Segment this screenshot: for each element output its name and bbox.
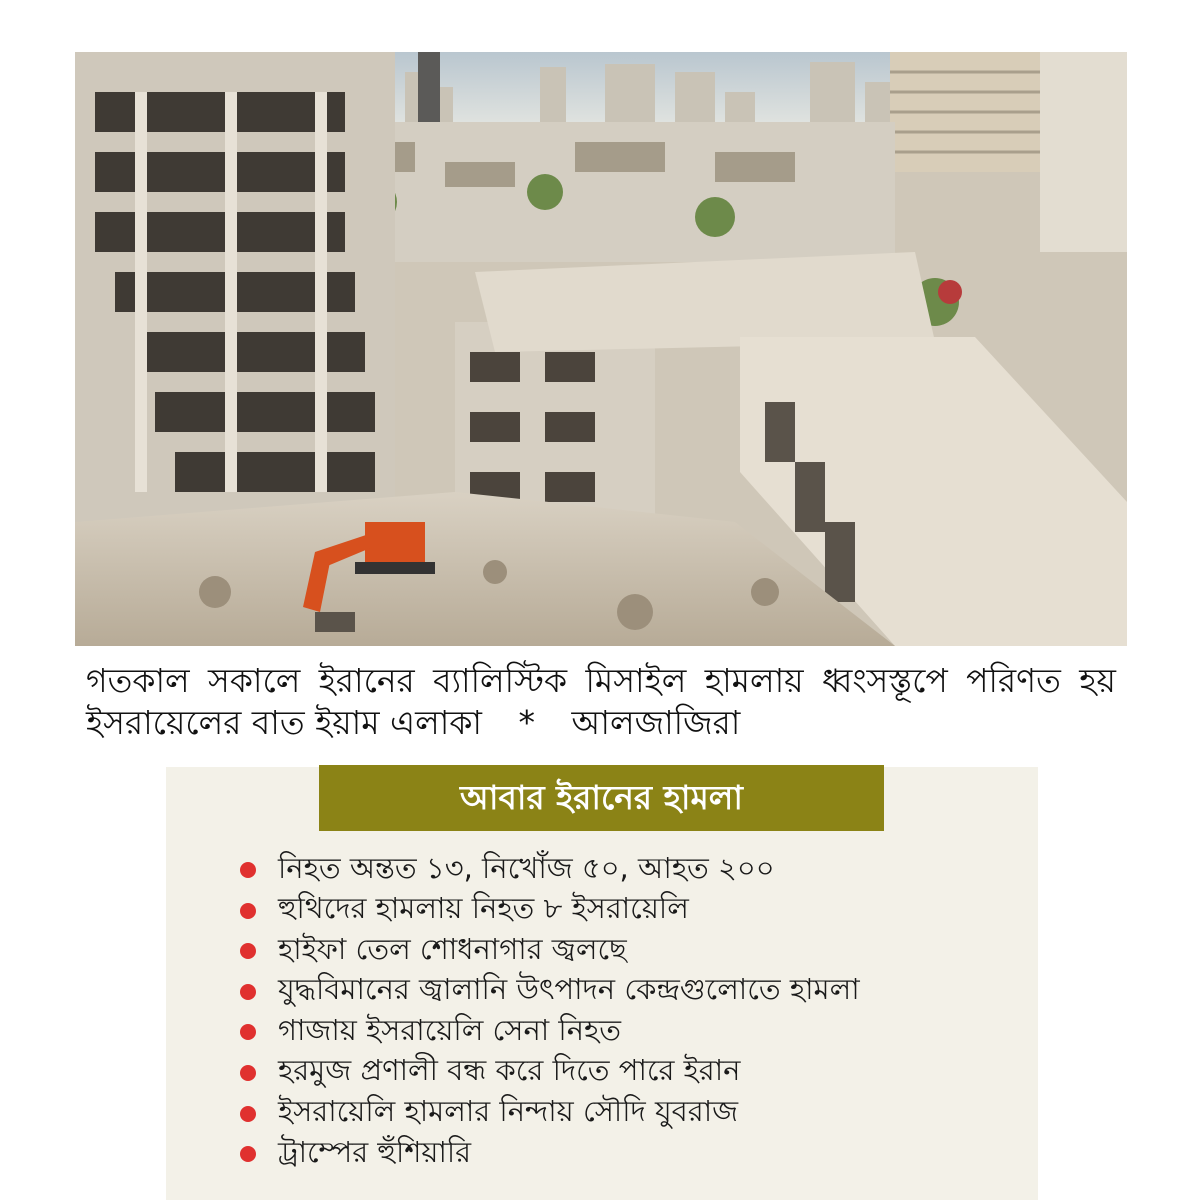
info-box-title: আবার ইরানের হামলা: [319, 765, 884, 831]
list-item: [240, 1053, 1020, 1093]
list-item-text: হুথিদের হামলায় নিহত ৮ ইসরায়েলি: [278, 891, 689, 926]
news-photo: [75, 52, 1127, 646]
list-item-text: হরমুজ প্রণালী বন্ধ করে দিতে পারে ইরান: [278, 1053, 741, 1088]
list-item: [240, 850, 1020, 890]
list-item-text: হাইফা তেল শোধনাগার জ্বলছে: [278, 931, 627, 966]
list-item: [240, 1094, 1020, 1134]
list-item: [240, 1134, 1020, 1174]
list-item-text: নিহত অন্তত ১৩, নিখোঁজ ৫০, আহত ২০০: [278, 850, 775, 885]
bullet-dot-icon: [240, 1024, 256, 1040]
list-item: [240, 972, 1020, 1012]
caption-credit: আলজাজিরা: [571, 703, 741, 742]
bullet-list: [240, 850, 1020, 1175]
bullet-dot-icon: [240, 1065, 256, 1081]
bullet-dot-icon: [240, 862, 256, 878]
bullet-dot-icon: [240, 943, 256, 959]
list-item-text: ইসরায়েলি হামলার নিন্দায় সৌদি যুবরাজ: [278, 1094, 739, 1129]
list-item-text: যুদ্ধবিমানের জ্বালানি উৎপাদন কেন্দ্রগুলোতে হামলা: [278, 972, 860, 1007]
list-item: [240, 891, 1020, 931]
photo-caption: [86, 660, 1116, 744]
caption-separator: *: [518, 703, 535, 742]
list-item: [240, 931, 1020, 971]
bullet-dot-icon: [240, 984, 256, 1000]
list-item: [240, 1012, 1020, 1052]
list-item-text: ট্রাম্পের হুঁশিয়ারি: [278, 1134, 472, 1169]
list-item-text: গাজায় ইসরায়েলি সেনা নিহত: [278, 1012, 621, 1047]
bullet-dot-icon: [240, 903, 256, 919]
bullet-dot-icon: [240, 1146, 256, 1162]
bullet-dot-icon: [240, 1106, 256, 1122]
caption-text: গতকাল সকালে ইরানের ব্যালিস্টিক মিসাইল হামলায় ধ্বংসস্তূপে পরিণত হয় ইসরায়েলের বাত ইয়াম এলাকা: [86, 661, 1116, 742]
